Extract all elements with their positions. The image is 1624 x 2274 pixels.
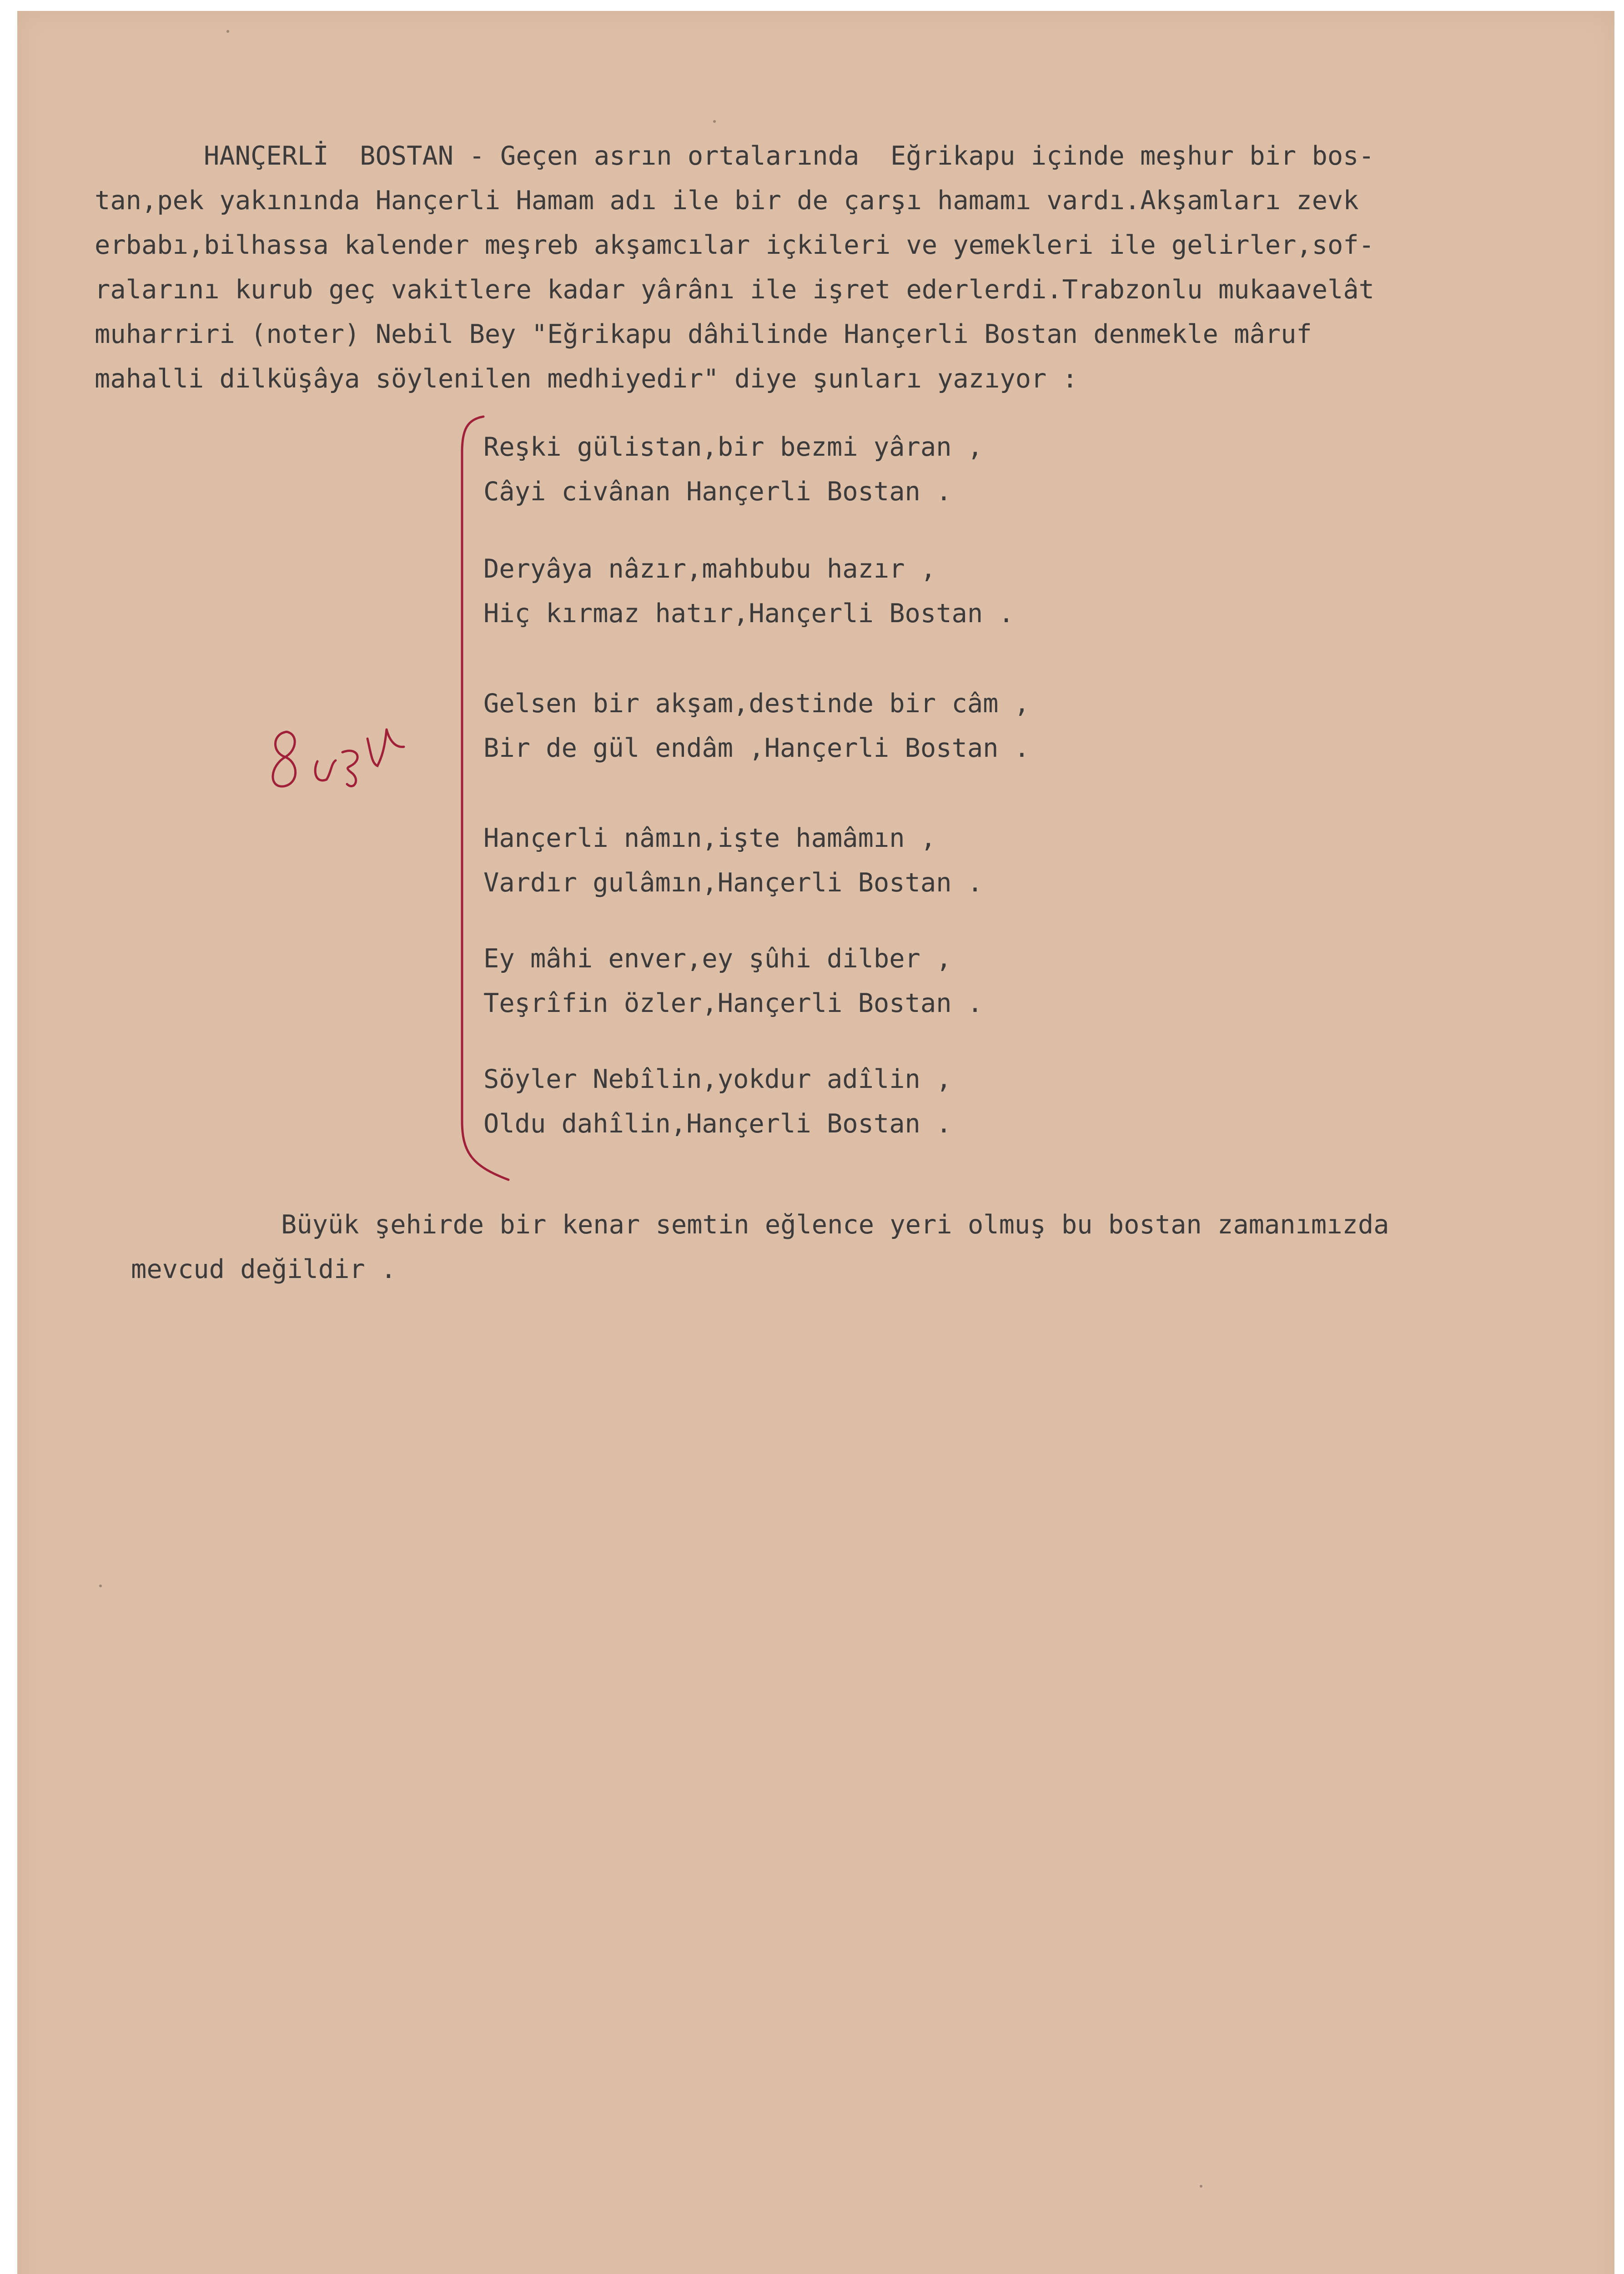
typed-page [17,11,1614,2274]
paper-speck [1200,2185,1202,2188]
paper-speck [713,120,716,123]
poem-verse: Oldu dahîlin,Hançerli Bostan . [483,1109,952,1139]
intro-line: tan,pek yakınında Hançerli Hamam adı ile bir de çarşı hamamı vardı.Akşamları zevk [95,186,1359,216]
poem-verse: Söyler Nebîlin,yokdur adîlin , [483,1064,952,1094]
poem-verse: Ey mâhi enver,ey şûhi dilber , [483,944,952,974]
closing-line: Büyük şehirde bir kenar semtin eğlence yeri olmuş bu bostan zamanımızda [281,1210,1389,1240]
intro-line: HANÇERLİ BOSTAN - Geçen asrın ortalarında Eğrikapu içinde meşhur bir bos- [204,141,1374,171]
poem-verse: Reşki gülistan,bir bezmi yâran , [483,432,983,462]
poem-verse: Hiç kırmaz hatır,Hançerli Bostan . [483,599,1014,629]
annotation-text: 8 satır [263,711,264,712]
intro-line: muharriri (noter) Nebil Bey "Eğrikapu dâhilinde Hançerli Bostan denmekle mâruf [95,319,1312,349]
intro-line: mahalli dilküşâya söylenilen medhiyedir" diye şunları yazıyor : [95,364,1078,394]
poem-verse: Deryâya nâzır,mahbubu hazır , [483,554,936,584]
intro-line: erbabı,bilhassa kalender meşreb akşamcılar içkileri ve yemekleri ile gelirler,sof- [95,230,1374,260]
poem-verse: Câyi civânan Hançerli Bostan . [483,477,952,507]
intro-line: ralarını kurub geç vakitlere kadar yârânı ile işret ederlerdi.Trabzonlu mukaavelât [95,275,1374,305]
handwritten-annotation [263,711,417,811]
paper-speck [99,1585,102,1587]
poem-verse: Bir de gül endâm ,Hançerli Bostan . [483,733,1030,763]
poem-verse: Hançerli nâmın,işte hamâmın , [483,823,936,853]
poem-verse: Gelsen bir akşam,destinde bir câm , [483,689,1030,719]
poem-verse: Teşrîfin özler,Hançerli Bostan . [483,988,983,1018]
paper-speck [226,30,229,33]
closing-line: mevcud değildir . [131,1254,397,1284]
poem-verse: Vardır gulâmın,Hançerli Bostan . [483,868,983,898]
